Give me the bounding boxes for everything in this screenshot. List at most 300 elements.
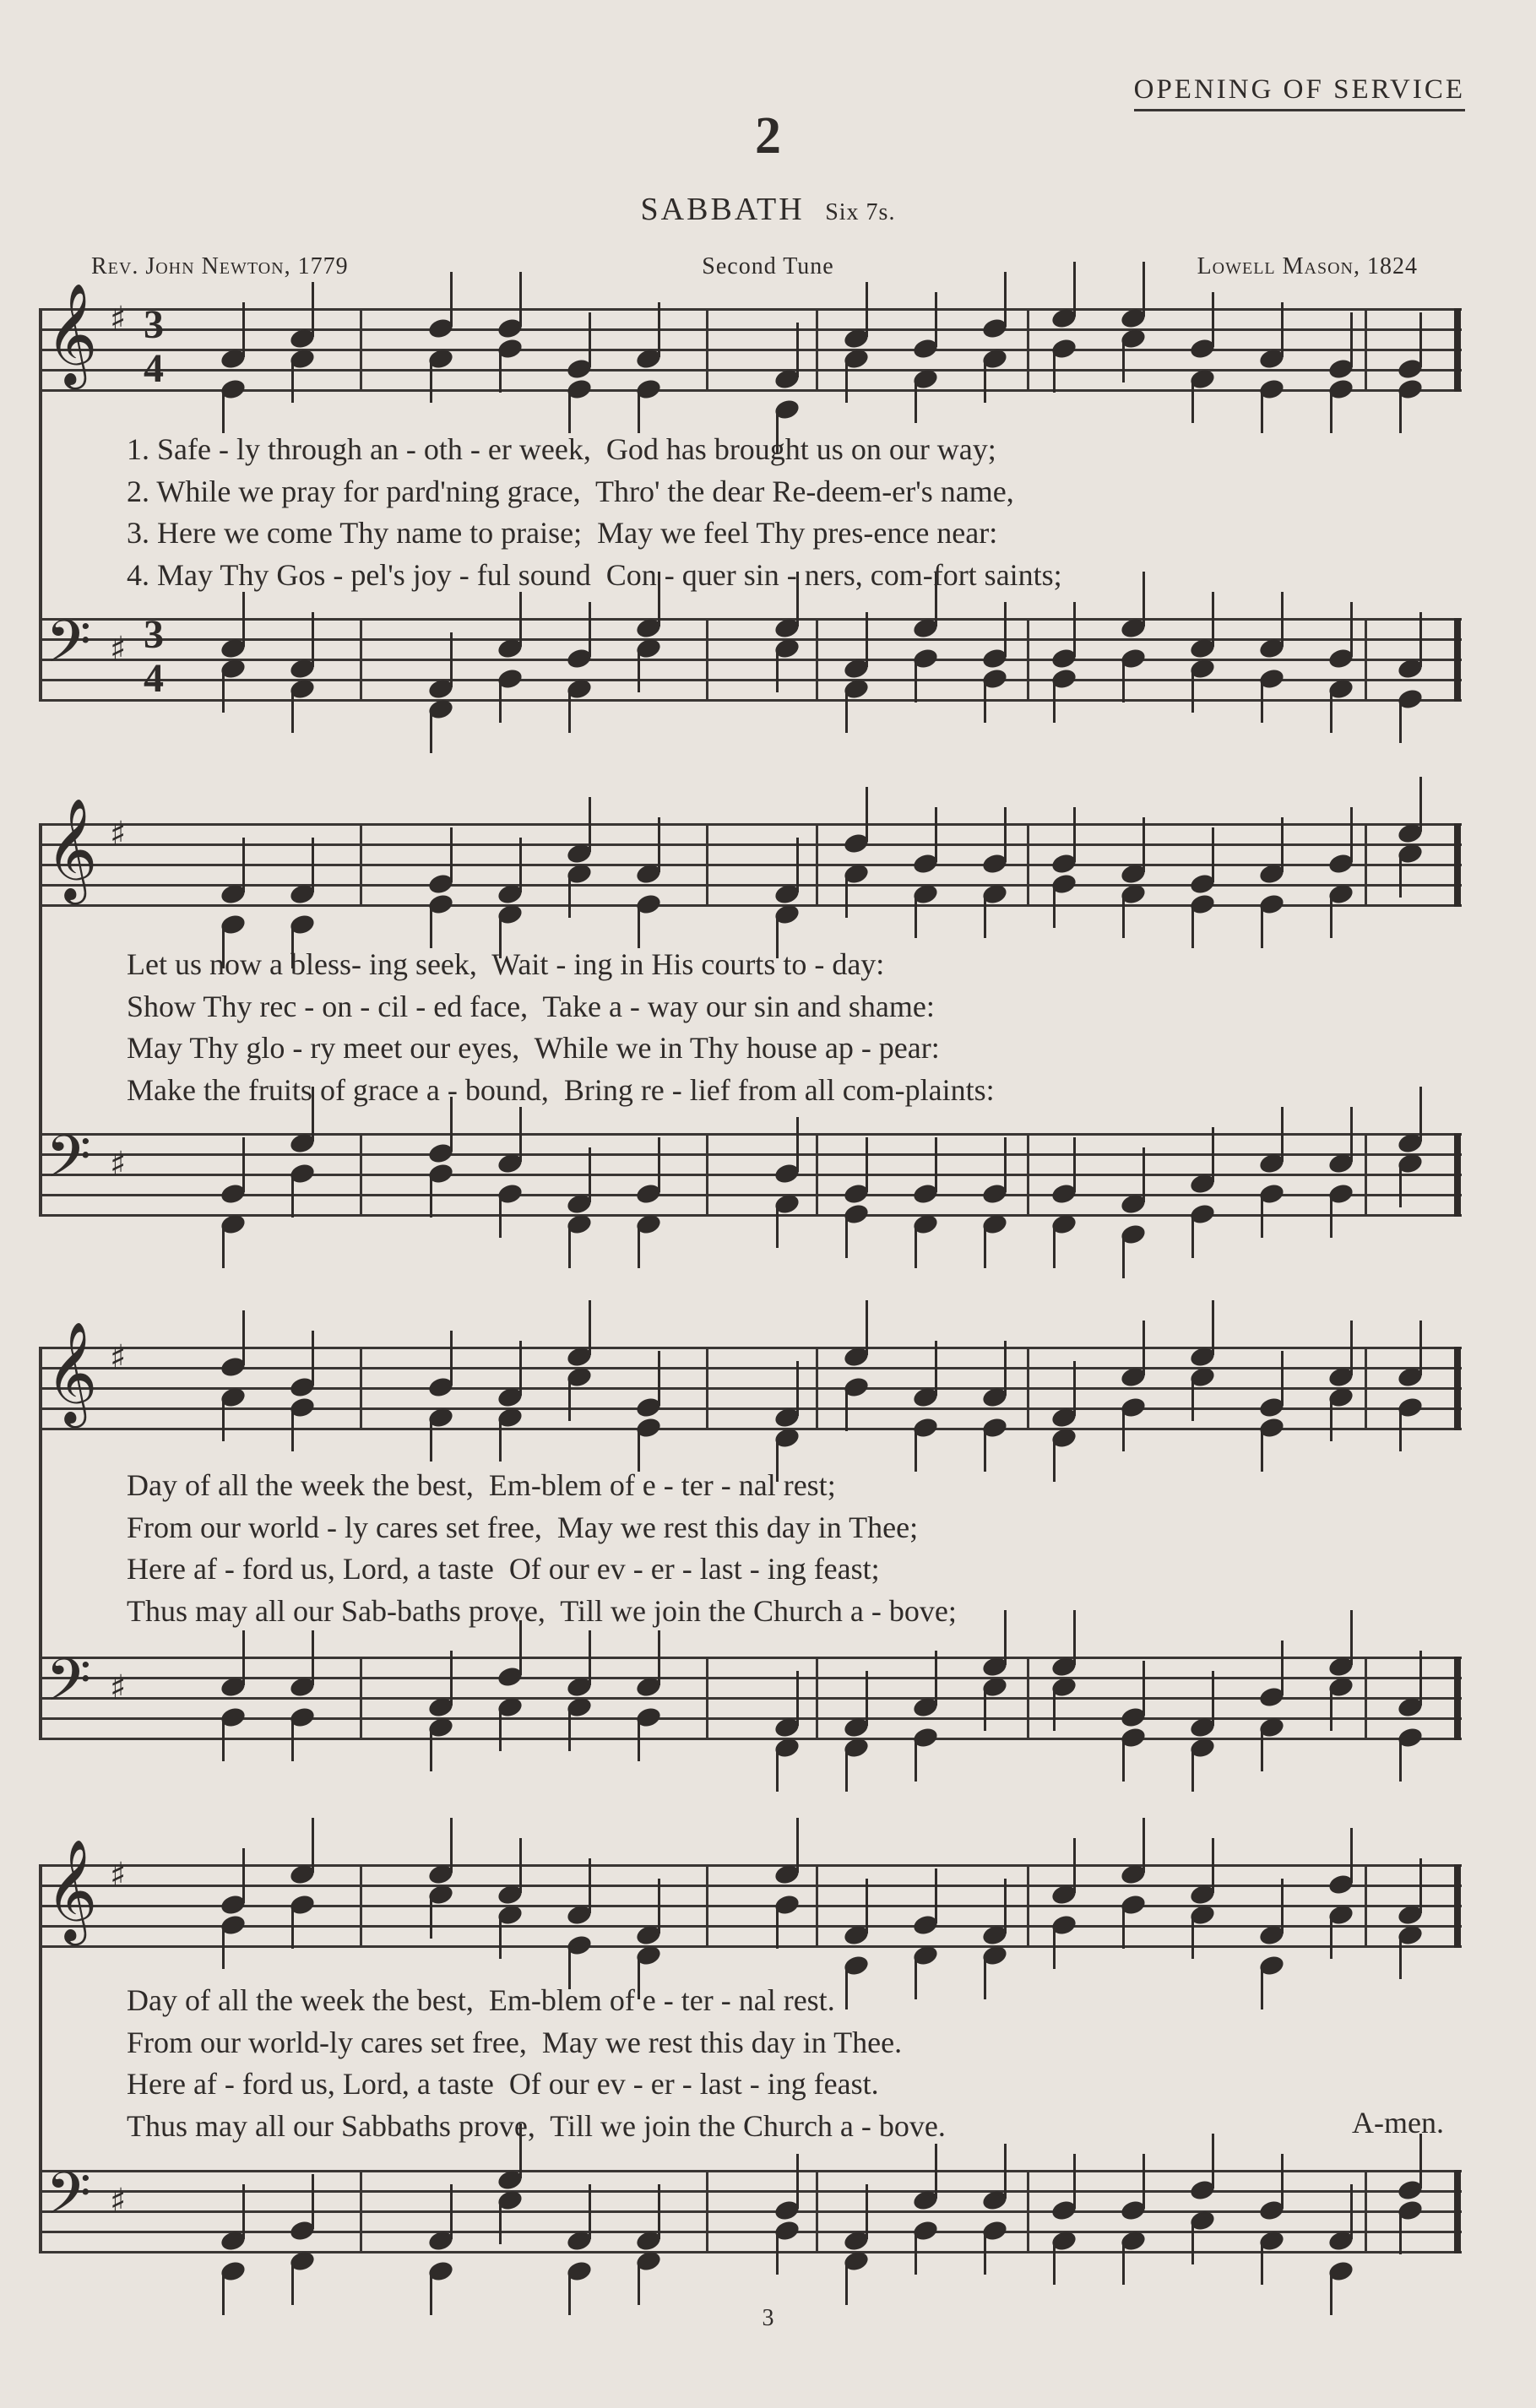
lyric-text: 2. While we pray for pard'ning grace, Thro' the dear Re-deem-er's name, (127, 474, 1014, 508)
treble-clef-icon: 𝄞 (46, 1321, 98, 1424)
note-stem (796, 323, 799, 377)
lyric-text: From our world-ly cares set free, May we rest this day in Thee. (127, 2025, 903, 2059)
note-stem (1281, 1879, 1284, 1933)
author-credit: Rev. John Newton, 1779 (91, 253, 349, 279)
note-stem (312, 838, 314, 892)
bar-line (360, 823, 362, 907)
key-signature: ♯ (110, 300, 127, 339)
note-stem (845, 1749, 848, 1792)
lyric-line (127, 1548, 1461, 1591)
note-stem (291, 1175, 294, 1218)
treble-staff (39, 1321, 1462, 1431)
note-stem (430, 1896, 432, 1939)
treble-staff (39, 797, 1462, 908)
note-stem (589, 602, 591, 657)
note-stem (242, 2184, 245, 2239)
note-stem (845, 691, 848, 733)
key-signature: ♯ (110, 1668, 127, 1707)
note-stem (915, 896, 917, 938)
bar-line (1027, 1347, 1029, 1430)
note-stem (1399, 701, 1402, 743)
page-number: 3 (762, 2305, 774, 2331)
note-stem (519, 1341, 522, 1396)
treble-notes (39, 789, 1462, 941)
note-stem (1261, 906, 1263, 948)
note-stem (915, 1739, 917, 1782)
note-stem (1399, 1739, 1402, 1782)
note-stem (222, 1226, 225, 1268)
note-stem (568, 876, 571, 918)
bar-line (706, 1347, 708, 1430)
note-stem (866, 2184, 868, 2239)
note-stem (1073, 807, 1076, 862)
bar-line (1027, 2170, 1029, 2253)
note-stem (312, 612, 314, 667)
note-stem (568, 1709, 571, 1751)
key-signature: ♯ (110, 1338, 127, 1377)
lyric-text: Thus may all our Sabbaths prove, Till we join the Church a - bove. (127, 2108, 946, 2143)
note-stem (1053, 1689, 1056, 1731)
note-stem (1281, 592, 1284, 647)
note-stem (1073, 2154, 1076, 2209)
note-stem (935, 807, 937, 862)
note-stem (1212, 827, 1214, 882)
note-stem (430, 906, 432, 948)
bar-line (360, 1347, 362, 1430)
note-stem (1330, 691, 1332, 733)
bar-line (1027, 618, 1029, 702)
note-stem (499, 350, 502, 393)
lyric-line (127, 2064, 1461, 2106)
note-stem (658, 1630, 660, 1685)
note-stem (1122, 896, 1125, 938)
note-stem (499, 1709, 502, 1751)
note-stem (1191, 381, 1194, 423)
note-stem (242, 302, 245, 357)
note-stem (1122, 1409, 1125, 1451)
note-stem (242, 1310, 245, 1365)
note-stem (568, 691, 571, 733)
note-stem (499, 1196, 502, 1238)
bar-line (706, 1864, 708, 1948)
note-stem (1004, 272, 1007, 327)
note-stem (450, 1331, 453, 1386)
lyric-text: Day of all the week the best, Em-blem of e - ter - nal rest; (127, 1468, 836, 1502)
bar-line (816, 1347, 818, 1430)
bass-staff (39, 607, 1462, 702)
note-stem (242, 1630, 245, 1685)
note-stem (658, 1351, 660, 1406)
note-stem (1122, 1906, 1125, 1949)
lyric-line (127, 2022, 1461, 2064)
treble-notes (39, 1313, 1462, 1465)
lyric-line (127, 1070, 1461, 1112)
note-stem (915, 660, 917, 702)
treble-notes (39, 1830, 1462, 1982)
note-stem (1261, 1196, 1263, 1238)
note-stem (568, 391, 571, 433)
lyric-line (127, 986, 1461, 1028)
note-stem (776, 2232, 779, 2275)
bar-line (360, 1864, 362, 1948)
note-stem (638, 1226, 640, 1268)
note-stem (845, 1389, 848, 1431)
note-stem (499, 1419, 502, 1462)
note-stem (866, 282, 868, 337)
note-stem (222, 391, 225, 433)
note-stem (519, 1838, 522, 1893)
note-stem (312, 1331, 314, 1386)
time-signature-bottom: 4 (144, 656, 164, 701)
note-stem (935, 292, 937, 347)
note-stem (984, 681, 986, 723)
note-stem (1053, 350, 1056, 393)
lyric-text: 3. Here we come Thy name to praise; May we feel Thy pres-ence near: (127, 516, 998, 550)
note-stem (796, 1671, 799, 1726)
bar-line (816, 1864, 818, 1948)
note-stem (845, 2263, 848, 2305)
note-stem (984, 2232, 986, 2275)
final-bar-line (1454, 618, 1461, 702)
bar-line (1365, 618, 1367, 702)
note-stem (430, 361, 432, 403)
lyric-line (127, 1028, 1461, 1070)
note-stem (866, 1300, 868, 1355)
bar-line (1365, 308, 1367, 392)
bar-line (816, 823, 818, 907)
tune-meter: Six 7s. (825, 199, 896, 225)
note-stem (866, 1879, 868, 1933)
bar-line (816, 1657, 818, 1740)
note-stem (1122, 660, 1125, 702)
note-stem (589, 1300, 591, 1355)
note-stem (589, 1630, 591, 1685)
note-stem (1281, 817, 1284, 872)
bar-line (360, 1657, 362, 1740)
tune-title (0, 191, 1536, 228)
note-stem (984, 1689, 986, 1731)
note-stem (499, 1917, 502, 1959)
note-stem (984, 896, 986, 938)
note-stem (1330, 391, 1332, 433)
note-stem (1191, 1749, 1194, 1792)
note-stem (589, 2184, 591, 2239)
treble-clef-icon: 𝄞 (46, 797, 98, 900)
note-stem (1073, 1838, 1076, 1893)
bass-staff (39, 1646, 1462, 1741)
bar-line (1365, 2170, 1367, 2253)
note-stem (1004, 807, 1007, 862)
final-bar-line (1454, 308, 1461, 392)
time-signature-top: 3 (144, 612, 164, 657)
note-stem (1004, 2144, 1007, 2199)
note-stem (589, 1147, 591, 1202)
note-stem (1053, 681, 1056, 723)
bar-line (360, 618, 362, 702)
note-stem (1399, 2212, 1402, 2254)
note-stem (450, 272, 453, 327)
note-stem (291, 691, 294, 733)
note-stem (1350, 807, 1353, 862)
note-stem (1350, 602, 1353, 657)
bar-line (1027, 308, 1029, 392)
bar-line (360, 2170, 362, 2253)
note-stem (222, 670, 225, 713)
lyric-text: Here af - ford us, Lord, a taste Of our ev - er - last - ing feast. (127, 2067, 879, 2101)
bass-clef-icon: 𝄢 (46, 2159, 92, 2242)
note-stem (1191, 1379, 1194, 1421)
note-stem (1053, 2243, 1056, 2285)
lyric-line (127, 429, 1461, 471)
note-stem (1212, 592, 1214, 647)
note-stem (1281, 1107, 1284, 1162)
note-stem (1281, 2154, 1284, 2209)
note-stem (796, 1117, 799, 1172)
lyric-text: May Thy glo - ry meet our eyes, While we in Thy house ap - pear: (127, 1031, 940, 1065)
note-stem (1399, 1409, 1402, 1451)
bar-line (1365, 823, 1367, 907)
bar-line (706, 1657, 708, 1740)
note-stem (638, 1719, 640, 1761)
bar-line (706, 1133, 708, 1217)
note-stem (1330, 1196, 1332, 1238)
note-stem (1350, 1828, 1353, 1883)
hymn-number: 2 (755, 107, 781, 165)
treble-notes (39, 274, 1462, 426)
note-stem (984, 361, 986, 403)
bar-line (1027, 1657, 1029, 1740)
note-stem (222, 1399, 225, 1441)
bass-notes (39, 1099, 1462, 1251)
bar-line (1365, 1864, 1367, 1948)
note-stem (291, 1906, 294, 1949)
note-stem (638, 2263, 640, 2305)
note-stem (450, 827, 453, 882)
note-stem (312, 1818, 314, 1873)
key-signature: ♯ (110, 815, 127, 854)
note-stem (1004, 1137, 1007, 1192)
bar-line (816, 618, 818, 702)
lyrics-block (127, 1980, 1461, 2147)
lyric-text: Thus may all our Sab-baths prove, Till we join the Church a - bove; (127, 1593, 957, 1628)
lyric-line (127, 471, 1461, 513)
note-stem (796, 1818, 799, 1873)
note-stem (1053, 886, 1056, 928)
note-stem (915, 2232, 917, 2275)
final-bar-line (1454, 1657, 1461, 1740)
lyric-line (127, 1591, 1461, 1633)
note-stem (1212, 1300, 1214, 1355)
key-signature: ♯ (110, 2182, 127, 2221)
bar-line (360, 1133, 362, 1217)
bass-staff (39, 1122, 1462, 1218)
lyric-text: 4. May Thy Gos - pel's joy - ful sound Con - quer sin - ners, com-fort saints; (127, 557, 1062, 592)
bar-line (816, 1133, 818, 1217)
note-stem (1191, 1216, 1194, 1258)
lyric-line (127, 944, 1461, 986)
time-signature-top: 3 (144, 302, 164, 347)
note-stem (1143, 2154, 1145, 2209)
note-stem (1143, 1818, 1145, 1873)
note-stem (1004, 1879, 1007, 1933)
bar-line (1365, 1657, 1367, 1740)
note-stem (1399, 391, 1402, 433)
note-stem (1191, 670, 1194, 713)
note-stem (866, 787, 868, 842)
note-stem (638, 906, 640, 948)
note-stem (450, 632, 453, 687)
note-stem (589, 312, 591, 367)
amen-text: A-men. (1352, 2105, 1444, 2140)
note-stem (291, 1409, 294, 1451)
note-stem (1350, 312, 1353, 367)
note-stem (935, 1651, 937, 1706)
lyric-text: From our world - ly cares set free, May we rest this day in Thee; (127, 1510, 919, 1544)
note-stem (935, 1341, 937, 1396)
note-stem (1191, 1917, 1194, 1959)
note-stem (866, 1671, 868, 1726)
time-signature-bottom: 4 (144, 346, 164, 391)
note-stem (450, 2184, 453, 2239)
note-stem (1143, 1321, 1145, 1375)
note-stem (312, 2174, 314, 2229)
lyric-line (127, 1465, 1461, 1507)
note-stem (796, 1361, 799, 1416)
note-stem (1191, 2222, 1194, 2264)
note-stem (1419, 777, 1422, 832)
note-stem (499, 681, 502, 723)
note-stem (1419, 612, 1422, 667)
note-stem (1122, 340, 1125, 382)
bar-line (1365, 1347, 1367, 1430)
note-stem (776, 1906, 779, 1949)
lyric-line (127, 1507, 1461, 1549)
bar-line (706, 618, 708, 702)
note-stem (1212, 1838, 1214, 1893)
note-stem (776, 1206, 779, 1248)
note-stem (1053, 1226, 1056, 1268)
system-bracket (39, 823, 42, 1217)
treble-staff (39, 282, 1462, 393)
treble-staff (39, 1838, 1462, 1949)
final-bar-line (1454, 1864, 1461, 1948)
note-stem (312, 1630, 314, 1685)
lyric-text: Let us now a bless- ing seek, Wait - ing in His courts to - day: (127, 947, 885, 981)
bar-line (1027, 1133, 1029, 1217)
note-stem (935, 1137, 937, 1192)
bar-line (1027, 1864, 1029, 1948)
note-stem (519, 592, 522, 647)
system-bracket (39, 1347, 42, 1740)
treble-clef-icon: 𝄞 (46, 1838, 98, 1941)
lyrics-block (127, 1465, 1461, 1632)
key-signature: ♯ (110, 1145, 127, 1184)
note-stem (1143, 1147, 1145, 1202)
note-stem (915, 381, 917, 423)
note-stem (658, 1137, 660, 1192)
note-stem (1143, 262, 1145, 317)
system-bracket (39, 1864, 42, 2253)
bar-line (706, 308, 708, 392)
final-bar-line (1454, 2170, 1461, 2253)
bar-line (1365, 1133, 1367, 1217)
bass-clef-icon: 𝄢 (46, 607, 92, 690)
lyric-line (127, 513, 1461, 555)
note-stem (222, 1927, 225, 1969)
note-stem (291, 2263, 294, 2305)
note-stem (1281, 302, 1284, 357)
note-stem (450, 1818, 453, 1873)
note-stem (1330, 1917, 1332, 1959)
lyric-text: Day of all the week the best, Em-blem of e - ter - nal rest. (127, 1983, 835, 2017)
lyric-line (127, 555, 1461, 597)
lyric-text: Show Thy rec - on - cil - ed face, Take a - way our sin and shame: (127, 989, 935, 1023)
note-stem (866, 612, 868, 667)
note-stem (291, 361, 294, 403)
bass-clef-icon: 𝄢 (46, 1646, 92, 1728)
note-stem (638, 391, 640, 433)
bar-line (1027, 823, 1029, 907)
note-stem (499, 2202, 502, 2244)
note-stem (519, 272, 522, 327)
key-signature: ♯ (110, 630, 127, 669)
bar-line (360, 308, 362, 392)
note-stem (1143, 1661, 1145, 1716)
note-stem (866, 1137, 868, 1192)
note-stem (242, 838, 245, 892)
lyrics-block (127, 944, 1461, 1111)
note-stem (1419, 1321, 1422, 1375)
note-stem (519, 1107, 522, 1162)
note-stem (935, 1868, 937, 1923)
note-stem (1261, 681, 1263, 723)
note-stem (1330, 896, 1332, 938)
note-stem (1212, 292, 1214, 347)
note-stem (935, 2144, 937, 2199)
note-stem (915, 1226, 917, 1268)
note-stem (1419, 312, 1422, 367)
note-stem (568, 1226, 571, 1268)
bass-notes (39, 584, 1462, 736)
bar-line (816, 2170, 818, 2253)
lyric-text: Here af - ford us, Lord, a taste Of our ev - er - last - ing feast; (127, 1552, 880, 1586)
treble-clef-icon: 𝄞 (46, 282, 98, 385)
note-stem (1350, 2184, 1353, 2239)
note-stem (1212, 1671, 1214, 1726)
note-stem (430, 1175, 432, 1218)
note-stem (1350, 1321, 1353, 1375)
note-stem (450, 1651, 453, 1706)
note-stem (1212, 1127, 1214, 1182)
note-stem (658, 817, 660, 872)
system-bracket (39, 308, 42, 702)
note-stem (589, 1858, 591, 1913)
lyrics-block (127, 429, 1461, 596)
note-stem (1281, 1351, 1284, 1406)
section-heading: OPENING OF SERVICE (1134, 74, 1465, 111)
note-stem (1261, 2243, 1263, 2285)
composer-credit: Lowell Mason, 1824 (1197, 253, 1418, 279)
note-stem (430, 711, 432, 753)
note-stem (1073, 1137, 1076, 1192)
note-stem (658, 2184, 660, 2239)
note-stem (796, 2154, 799, 2209)
note-stem (1330, 1399, 1332, 1441)
note-stem (430, 1729, 432, 1771)
bass-notes (39, 2136, 1462, 2288)
note-stem (1122, 1236, 1125, 1278)
lyric-line (127, 2106, 1461, 2148)
